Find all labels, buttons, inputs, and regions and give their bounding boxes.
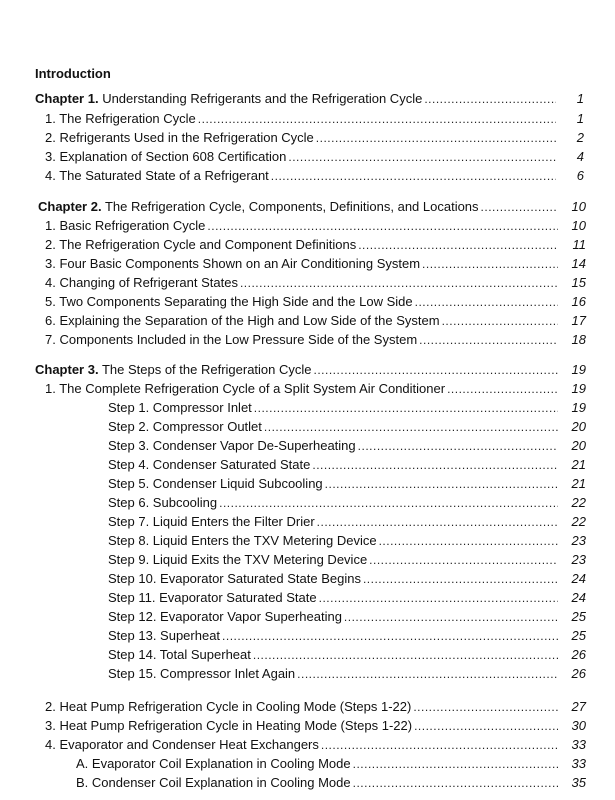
- toc-entry-title: 3. Four Basic Components Shown on an Air Conditioning System: [45, 256, 421, 271]
- toc-entry: [45, 274, 586, 292]
- toc-entry-title: Step 15. Compressor Inlet Again: [108, 666, 296, 681]
- dot-leader: [312, 456, 558, 474]
- toc-entry: [108, 399, 586, 417]
- dot-leader: [344, 608, 558, 626]
- dot-leader: [413, 698, 558, 716]
- chapter-label: Chapter 1.: [35, 91, 99, 106]
- dot-leader: [424, 90, 556, 108]
- toc-entry: [45, 167, 584, 185]
- toc-entry-title: 5. Two Components Separating the High Side and the Low Side: [45, 294, 413, 309]
- toc-entry-title: Step 10. Evaporator Saturated State Begins: [108, 571, 361, 586]
- dot-leader: [353, 755, 558, 773]
- toc-entry-title: Step 2. Compressor Outlet: [108, 419, 262, 434]
- toc-entry-title: A. Evaporator Coil Explanation in Cooling Mode: [76, 756, 351, 771]
- toc-entry: [108, 475, 586, 493]
- dot-leader: [358, 437, 558, 455]
- dot-leader: [415, 293, 558, 311]
- toc-entry-title: 3. Explanation of Section 608 Certification: [45, 149, 287, 164]
- page-number: 26: [571, 666, 586, 681]
- toc-entry-title: Chapter 2. The Refrigeration Cycle, Components, Definitions, and Locations: [38, 199, 479, 214]
- toc-entry: [108, 570, 586, 588]
- toc-entry: [45, 110, 584, 128]
- page-number: 10: [571, 218, 586, 233]
- toc-entry: [45, 293, 586, 311]
- dot-leader: [481, 198, 558, 216]
- toc-entry: [108, 456, 586, 474]
- page-number: 35: [571, 775, 586, 790]
- dot-leader: [271, 167, 556, 185]
- toc-entry-title: 2. Heat Pump Refrigeration Cycle in Cooling Mode (Steps 1-22): [45, 699, 412, 714]
- toc-entry: [45, 129, 584, 147]
- toc-entry-title: Step 13. Superheat: [108, 628, 221, 643]
- toc-chapter-entry: [35, 90, 584, 108]
- page-number: 18: [571, 332, 586, 347]
- toc-entry: [108, 627, 586, 645]
- page-number: 33: [571, 756, 586, 771]
- page-number: 16: [571, 294, 586, 309]
- toc-entry-title: 1. The Complete Refrigeration Cycle of a Split System Air Conditioner: [45, 381, 446, 396]
- page-number: 1: [576, 91, 584, 106]
- toc-entry: [45, 236, 586, 254]
- dot-leader: [353, 774, 558, 792]
- toc-entry-title: 1. The Refrigeration Cycle: [45, 111, 196, 126]
- toc-entry: [45, 331, 586, 349]
- toc-entry-title: 2. Refrigerants Used in the Refrigeration Cycle: [45, 130, 314, 145]
- dot-leader: [219, 494, 558, 512]
- dot-leader: [222, 627, 558, 645]
- toc-entry-title: 4. Changing of Refrigerant States: [45, 275, 238, 290]
- toc-entry: [108, 551, 586, 569]
- dot-leader: [240, 274, 558, 292]
- toc-chapter-entry: [38, 198, 586, 216]
- page-number: 14: [571, 256, 586, 271]
- page-number: 1: [576, 111, 584, 126]
- dot-leader: [325, 475, 558, 493]
- dot-leader: [288, 148, 556, 166]
- dot-leader: [379, 532, 558, 550]
- dot-leader: [253, 646, 558, 664]
- dot-leader: [422, 255, 558, 273]
- dot-leader: [363, 570, 558, 588]
- toc-entry-title: B. Condenser Coil Explanation in Cooling Mode: [76, 775, 351, 790]
- page-number: 15: [571, 275, 586, 290]
- chapter-label: Chapter 2.: [38, 199, 102, 214]
- toc-entry: [45, 148, 584, 166]
- page-number: 21: [571, 476, 586, 491]
- toc-entry-title: Step 6. Subcooling: [108, 495, 218, 510]
- dot-leader: [314, 361, 558, 379]
- dot-leader: [317, 513, 558, 531]
- dot-leader: [419, 331, 558, 349]
- dot-leader: [207, 217, 558, 235]
- toc-entry-title: Step 11. Evaporator Saturated State: [108, 590, 317, 605]
- page-number: 4: [576, 149, 584, 164]
- page-number: 6: [576, 168, 584, 183]
- toc-entry-title: 6. Explaining the Separation of the High and Low Side of the System: [45, 313, 440, 328]
- page-number: 30: [571, 718, 586, 733]
- dot-leader: [316, 129, 556, 147]
- dot-leader: [321, 736, 558, 754]
- toc-entry-title: 4. Evaporator and Condenser Heat Exchangers: [45, 737, 319, 752]
- dot-leader: [264, 418, 558, 436]
- page-number: 23: [571, 552, 586, 567]
- page-number: 2: [576, 130, 584, 145]
- page-number: 27: [571, 699, 586, 714]
- page-number: 24: [571, 590, 586, 605]
- page-number: 22: [571, 514, 586, 529]
- toc-entry-title: Step 1. Compressor Inlet: [108, 400, 252, 415]
- dot-leader: [414, 717, 558, 735]
- toc-entry: [108, 646, 586, 664]
- page-number: 33: [571, 737, 586, 752]
- page-number: 19: [571, 400, 586, 415]
- toc-entry-title: Step 7. Liquid Enters the Filter Drier: [108, 514, 315, 529]
- toc-entry: [45, 255, 586, 273]
- page-number: 19: [571, 381, 586, 396]
- toc-entry-title: Step 12. Evaporator Vapor Superheating: [108, 609, 342, 624]
- toc-entry: [108, 513, 586, 531]
- toc-entry: [45, 698, 586, 716]
- toc-entry-title: 2. The Refrigeration Cycle and Component Definitions: [45, 237, 357, 252]
- toc-entry: [108, 437, 586, 455]
- toc-entry-title: Chapter 3. The Steps of the Refrigeration Cycle: [35, 362, 312, 377]
- toc-entry-title: Step 14. Total Superheat: [108, 647, 251, 662]
- toc-entry: [108, 532, 586, 550]
- toc-entry: [45, 380, 586, 398]
- dot-leader: [297, 665, 558, 683]
- toc-entry: [108, 665, 586, 683]
- page-number: 11: [572, 237, 586, 252]
- toc-entry: [108, 418, 586, 436]
- toc-entry-title: 7. Components Included in the Low Pressure Side of the System: [45, 332, 418, 347]
- page-number: 22: [571, 495, 586, 510]
- toc-entry-title: Step 9. Liquid Exits the TXV Metering Device: [108, 552, 368, 567]
- toc-chapter-entry: [35, 361, 586, 379]
- page-number: 17: [571, 313, 586, 328]
- page-number: 10: [571, 199, 586, 214]
- page-number: 25: [571, 609, 586, 624]
- dot-leader: [254, 399, 558, 417]
- toc-entry: [76, 755, 586, 773]
- dot-leader: [442, 312, 558, 330]
- dot-leader: [358, 236, 558, 254]
- page-number: 25: [571, 628, 586, 643]
- toc-entry-title: 1. Basic Refrigeration Cycle: [45, 218, 206, 233]
- toc-entry: [45, 312, 586, 330]
- toc-entry: [76, 774, 586, 792]
- toc-entry: [108, 494, 586, 512]
- chapter-label: Chapter 3.: [35, 362, 99, 377]
- toc-entry-title: Step 3. Condenser Vapor De-Superheating: [108, 438, 356, 453]
- page-number: 26: [571, 647, 586, 662]
- toc-entry: [108, 589, 586, 607]
- toc-entry-title: Chapter 1. Understanding Refrigerants and the Refrigeration Cycle: [35, 91, 423, 106]
- page-number: 24: [571, 571, 586, 586]
- dot-leader: [447, 380, 558, 398]
- page-number: 23: [571, 533, 586, 548]
- toc-entry-title: Step 4. Condenser Saturated State: [108, 457, 311, 472]
- toc-entry-title: 4. The Saturated State of a Refrigerant: [45, 168, 269, 183]
- page-number: 21: [571, 457, 586, 472]
- toc-entry: [45, 736, 586, 754]
- page-number: 20: [571, 419, 586, 434]
- page-number: 19: [571, 362, 586, 377]
- toc-entry: [45, 217, 586, 235]
- introduction-heading: Introduction: [35, 66, 111, 81]
- toc-entry-title: 3. Heat Pump Refrigeration Cycle in Heating Mode (Steps 1-22): [45, 718, 413, 733]
- toc-entry-title: Step 5. Condenser Liquid Subcooling: [108, 476, 323, 491]
- page-number: 20: [571, 438, 586, 453]
- dot-leader: [319, 589, 558, 607]
- toc-entry: [45, 717, 586, 735]
- toc-entry-title: Step 8. Liquid Enters the TXV Metering Device: [108, 533, 377, 548]
- dot-leader: [198, 110, 556, 128]
- toc-entry: [108, 608, 586, 626]
- dot-leader: [369, 551, 558, 569]
